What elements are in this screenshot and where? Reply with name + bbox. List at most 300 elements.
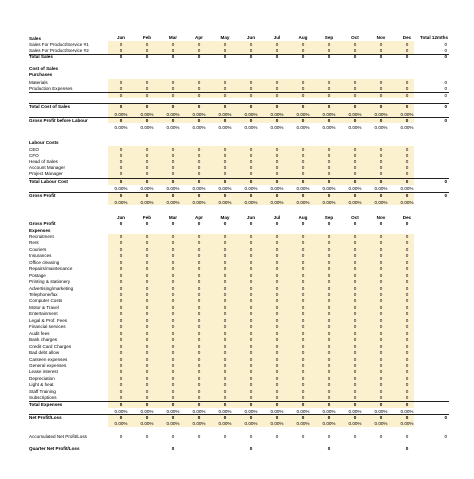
value-cell: 0 [301,253,305,259]
row-label: Accumulated Net Profit/Loss [29,434,87,439]
row-label: Production Expenses [29,86,73,91]
row-label: Advertising/marketing [29,285,74,291]
value-cell: 0 [301,259,305,265]
value-cell: 0 [379,272,383,278]
value-cell: 0 [197,221,201,226]
value-cell: 0 [197,382,201,388]
value-cell: 0 [145,375,149,381]
value-cell: 0 [249,54,253,59]
expense-row [0,286,474,292]
value-cell: 0 [379,375,383,381]
value-cell: 0 [197,266,201,272]
value-cell: 0 [223,80,227,85]
value-cell: 0 [223,395,227,401]
expense-row [0,357,474,363]
value-cell: 0 [171,446,175,451]
value-cell: 0 [301,382,305,388]
value-cell: 0.00% [166,185,180,191]
value-cell: 0 [223,146,227,152]
value-cell: 0 [379,388,383,394]
value-cell: 0 [405,311,409,317]
value-cell: 0 [327,41,331,47]
value-cell: 0 [379,192,383,198]
value-cell: 0 [353,92,357,98]
value-cell: 0 [197,80,201,85]
value-cell: 0 [249,285,253,291]
value-cell: 0 [249,158,253,164]
value-cell: 0 [301,388,305,394]
value-cell: 0 [145,171,149,177]
value-cell: 0 [197,343,201,349]
value-cell: 0 [171,350,175,356]
value-cell: 0 [119,304,123,310]
value-cell: 0 [145,330,149,336]
value-cell: 0 [145,401,149,407]
value-cell: 0 [327,146,331,152]
value-cell: 0 [275,311,279,317]
value-cell: 0 [249,311,253,317]
value-cell: Feb [142,35,152,40]
labour-row [0,171,474,177]
value-cell: 0 [145,304,149,310]
value-cell: Oct [351,215,359,220]
value-cell: 0 [353,234,357,239]
value-cell: 0.00% [348,185,362,191]
value-cell: 0 [119,246,123,252]
value-cell: Dec [402,35,412,40]
value-cell: 0 [353,330,357,336]
value-cell: 0 [119,192,123,198]
value-cell: 0 [301,80,305,85]
value-cell: 0 [197,117,201,123]
value-cell: 0 [145,246,149,252]
gross-profit-row [0,193,474,199]
value-cell: 0 [327,266,331,272]
value-cell: 0 [301,86,305,91]
total-cell: 0 [444,117,447,123]
value-cell: 0.00% [348,408,362,414]
purchases-title [0,72,474,78]
expense-row [0,369,474,375]
value-cell: 0.00% [244,124,258,130]
value-cell: 0.00% [192,112,206,117]
row-label: Telephone/fax [29,292,58,298]
row-label: Sales For Product/Service #2 [29,47,89,53]
value-cell: 0 [327,369,331,375]
value-cell: 0.00% [218,408,232,414]
value-cell: 0 [119,234,123,239]
expense-row [0,318,474,324]
value-cell: 0 [119,434,123,439]
value-cell: 0 [171,362,175,368]
value-cell: 0 [145,343,149,349]
value-cell: 0 [275,298,279,304]
value-cell: 0.00% [244,408,258,414]
expense-row [0,260,474,266]
value-cell: 0 [197,158,201,164]
value-cell: 0 [405,285,409,291]
value-cell: 0 [275,272,279,278]
expense-row [0,292,474,298]
value-cell: 0 [171,47,175,53]
gp-before-pct-row [0,125,474,131]
value-cell: 0 [405,192,409,198]
value-cell: 0.00% [296,421,310,426]
value-cell: 0 [119,158,123,164]
value-cell: 0 [405,234,409,239]
value-cell: 0 [327,434,331,439]
value-cell: 0 [353,80,357,85]
value-cell: 0 [379,165,383,171]
value-cell: 0 [405,324,409,330]
value-cell: Sep [324,215,334,220]
value-cell: 0.00% [322,185,336,191]
value-cell: 0 [301,298,305,304]
value-cell: 0 [353,304,357,310]
value-cell: 0 [275,246,279,252]
value-cell: 0 [275,259,279,265]
value-cell: 0 [275,324,279,330]
value-cell: 0 [353,246,357,252]
value-cell: 0 [405,41,409,47]
value-cell: 0 [171,266,175,272]
value-cell: 0 [145,337,149,343]
value-cell: 0 [145,272,149,278]
value-cell: 0 [327,285,331,291]
value-cell: 0 [171,395,175,401]
value-cell: 0 [249,146,253,152]
value-cell: 0 [301,117,305,123]
value-cell: 0 [145,92,149,98]
value-cell: 0 [145,362,149,368]
value-cell: 0 [301,240,305,246]
expense-row [0,253,474,259]
value-cell: 0.00% [322,199,336,205]
value-cell: 0 [405,375,409,381]
value-cell: 0 [249,324,253,330]
value-cell: 0 [327,382,331,388]
value-cell: 0 [327,253,331,259]
value-cell: 0 [301,266,305,272]
expense-row [0,376,474,382]
total-expenses-row [0,402,474,408]
value-cell: 0.00% [244,112,258,117]
value-cell: 0 [171,246,175,252]
value-cell: 0 [197,47,201,53]
value-cell: 0.00% [296,112,310,117]
value-cell: 0 [171,324,175,330]
value-cell: 0.00% [192,185,206,191]
value-cell: 0 [249,388,253,394]
value-cell: 0.00% [140,112,154,117]
expense-row [0,350,474,356]
value-cell: 0 [145,356,149,362]
value-cell: 0.00% [322,112,336,117]
value-cell: 0 [145,382,149,388]
value-cell: May [220,35,230,40]
value-cell: 0 [119,414,123,420]
value-cell: 0 [301,103,305,109]
value-cell: 0 [223,152,227,158]
value-cell: 0 [249,234,253,239]
value-cell: 0 [171,343,175,349]
value-cell: 0 [353,311,357,317]
value-cell: 0 [379,279,383,285]
value-cell: Mar [168,215,178,220]
value-cell: 0 [405,414,409,420]
value-cell: 0 [249,401,253,407]
expense-row [0,311,474,317]
value-cell: 0 [301,375,305,381]
value-cell: 0 [171,171,175,177]
value-cell: 0 [197,311,201,317]
value-cell: 0 [197,395,201,401]
value-cell: 0 [223,369,227,375]
value-cell: 0.00% [140,124,154,130]
value-cell: 0 [275,343,279,349]
total-cell: 0 [444,434,447,439]
value-cell: 0 [353,324,357,330]
value-cell: 0.00% [218,112,232,117]
value-cell: 0 [405,356,409,362]
value-cell: 0 [197,362,201,368]
value-cell: 0 [171,369,175,375]
value-cell: 0 [119,330,123,336]
row-label: CFO [29,152,39,158]
value-cell: 0 [405,298,409,304]
row-label: Depreciation [29,375,55,381]
value-cell: 0 [223,414,227,420]
value-cell: 0 [327,152,331,158]
value-cell: 0 [327,86,331,91]
value-cell: 0 [249,414,253,420]
value-cell: 0 [145,388,149,394]
value-cell: 0 [327,395,331,401]
value-cell: 0 [379,401,383,407]
value-cell: 0 [119,343,123,349]
value-cell: 0 [171,41,175,47]
value-cell: Jan [117,35,125,40]
value-cell: 0 [119,375,123,381]
value-cell: 0 [405,446,409,451]
total-cell: 0 [444,86,447,91]
value-cell: 0 [353,221,357,226]
value-cell: 0 [379,337,383,343]
value-cell: 0 [249,165,253,171]
value-cell: 0 [327,234,331,239]
value-cell: 0.00% [192,199,206,205]
value-cell: 0.00% [270,124,284,130]
value-cell: 0 [275,395,279,401]
value-cell: 0 [405,47,409,53]
value-cell: Jun [246,35,256,40]
value-cell: 0 [223,54,227,59]
value-cell: 0 [301,92,305,98]
value-cell: 0 [301,165,305,171]
value-cell: 0.00% [374,408,388,414]
value-cell: 0 [249,246,253,252]
value-cell: 0 [275,414,279,420]
value-cell: 0.00% [114,124,128,130]
value-cell: 0 [119,266,123,272]
value-cell: 0.00% [140,408,154,414]
total-labour-row [0,179,474,185]
value-cell: May [220,215,230,220]
value-cell: 0 [197,246,201,252]
value-cell: 0.00% [192,421,206,426]
value-cell: Oct [351,35,359,40]
value-cell: 0 [119,311,123,317]
labour-pct-row [0,186,474,192]
value-cell: 0 [379,178,383,184]
value-cell: 0.00% [296,199,310,205]
expense-row [0,389,474,395]
value-cell: 0 [275,362,279,368]
value-cell: 0 [171,146,175,152]
value-cell: 0 [145,146,149,152]
value-cell: 0 [379,285,383,291]
value-cell: 0 [353,152,357,158]
value-cell: 0 [327,362,331,368]
value-cell: 0 [327,240,331,246]
value-cell: 0 [171,54,175,59]
value-cell: 0 [223,311,227,317]
value-cell: 0 [119,80,123,85]
value-cell: 0 [171,253,175,259]
row-label: Insurances [29,253,52,259]
value-cell: 0 [249,117,253,123]
value-cell: 0 [327,272,331,278]
value-cell: 0 [301,158,305,164]
quarter-row [0,446,474,452]
expense-row [0,273,474,279]
value-cell: 0 [301,152,305,158]
value-cell: 0 [405,221,409,226]
value-cell: 0 [171,317,175,323]
value-cell: 0 [379,234,383,239]
row-label: General expenses [29,362,67,368]
gp-before-labour-row [0,118,474,124]
value-cell: 0 [405,350,409,356]
value-cell: 0 [223,304,227,310]
value-cell: 0 [353,259,357,265]
value-cell: 0 [119,171,123,177]
value-cell: 0.00% [374,421,388,426]
row-label: Staff Training [29,388,56,394]
value-cell: 0 [197,92,201,98]
row-label: Subscriptions [29,395,57,401]
value-cell: 0 [327,178,331,184]
value-cell: 0 [249,41,253,47]
value-cell: 0 [405,272,409,278]
row-label: Office cleaning [29,259,60,265]
value-cell: 0 [405,178,409,184]
value-cell: 0.00% [114,185,128,191]
value-cell: 0 [223,272,227,278]
value-cell: 0 [405,362,409,368]
value-cell: 0 [197,54,201,59]
value-cell: 0 [197,337,201,343]
value-cell: 0 [301,324,305,330]
value-cell: 0 [275,434,279,439]
value-cell: 0.00% [244,421,258,426]
value-cell: 0 [145,395,149,401]
row-label: Gross Profit before Labour [29,117,88,123]
value-cell: 0.00% [348,199,362,205]
value-cell: 0 [197,259,201,265]
value-cell: 0 [301,434,305,439]
value-cell: 0 [119,324,123,330]
value-cell: 0 [405,152,409,158]
value-cell: 0 [353,369,357,375]
value-cell: 0 [327,246,331,252]
value-cell: 0 [353,414,357,420]
value-cell: 0 [249,375,253,381]
value-cell: 0 [301,343,305,349]
value-cell: 0 [301,337,305,343]
value-cell: 0 [275,178,279,184]
value-cell: 0 [405,304,409,310]
value-cell: 0 [119,317,123,323]
value-cell: 0 [353,146,357,152]
total-cell: 0 [444,41,447,47]
total-cell: 0 [444,178,447,184]
value-cell: 0 [197,317,201,323]
value-cell: 0 [119,272,123,278]
value-cell: Mar [168,35,178,40]
value-cell: 0 [197,272,201,278]
value-cell: 0.00% [192,408,206,414]
value-cell: 0 [379,54,383,59]
value-cell: 0 [379,117,383,123]
value-cell: 0 [275,54,279,59]
value-cell: 0 [223,259,227,265]
value-cell: 0 [249,362,253,368]
value-cell: 0 [171,337,175,343]
value-cell: 0 [327,259,331,265]
value-cell: 0 [379,292,383,298]
value-cell: 0 [301,279,305,285]
value-cell: 0 [249,298,253,304]
value-cell: 0 [145,178,149,184]
value-cell: 0 [145,434,149,439]
value-cell: 0 [249,259,253,265]
value-cell: 0 [327,92,331,98]
value-cell: 0 [171,165,175,171]
value-cell: 0 [197,434,201,439]
value-cell: 0.00% [114,421,128,426]
value-cell: 0 [249,304,253,310]
value-cell: 0 [379,298,383,304]
value-cell: 0.00% [140,421,154,426]
value-cell: 0 [301,234,305,239]
value-cell: 0 [405,259,409,265]
value-cell: 0 [327,356,331,362]
value-cell: 0 [249,178,253,184]
value-cell: 0 [405,86,409,91]
value-cell: 0 [353,272,357,278]
value-cell: 0 [301,171,305,177]
value-cell: 0 [275,165,279,171]
value-cell: 0 [405,401,409,407]
value-cell: 0 [275,192,279,198]
value-cell: 0 [379,47,383,53]
value-cell: 0 [249,171,253,177]
value-cell: 0.00% [270,112,284,117]
row-label: Cost of Sales [29,66,59,71]
value-cell: 0.00% [218,124,232,130]
value-cell: 0 [405,330,409,336]
